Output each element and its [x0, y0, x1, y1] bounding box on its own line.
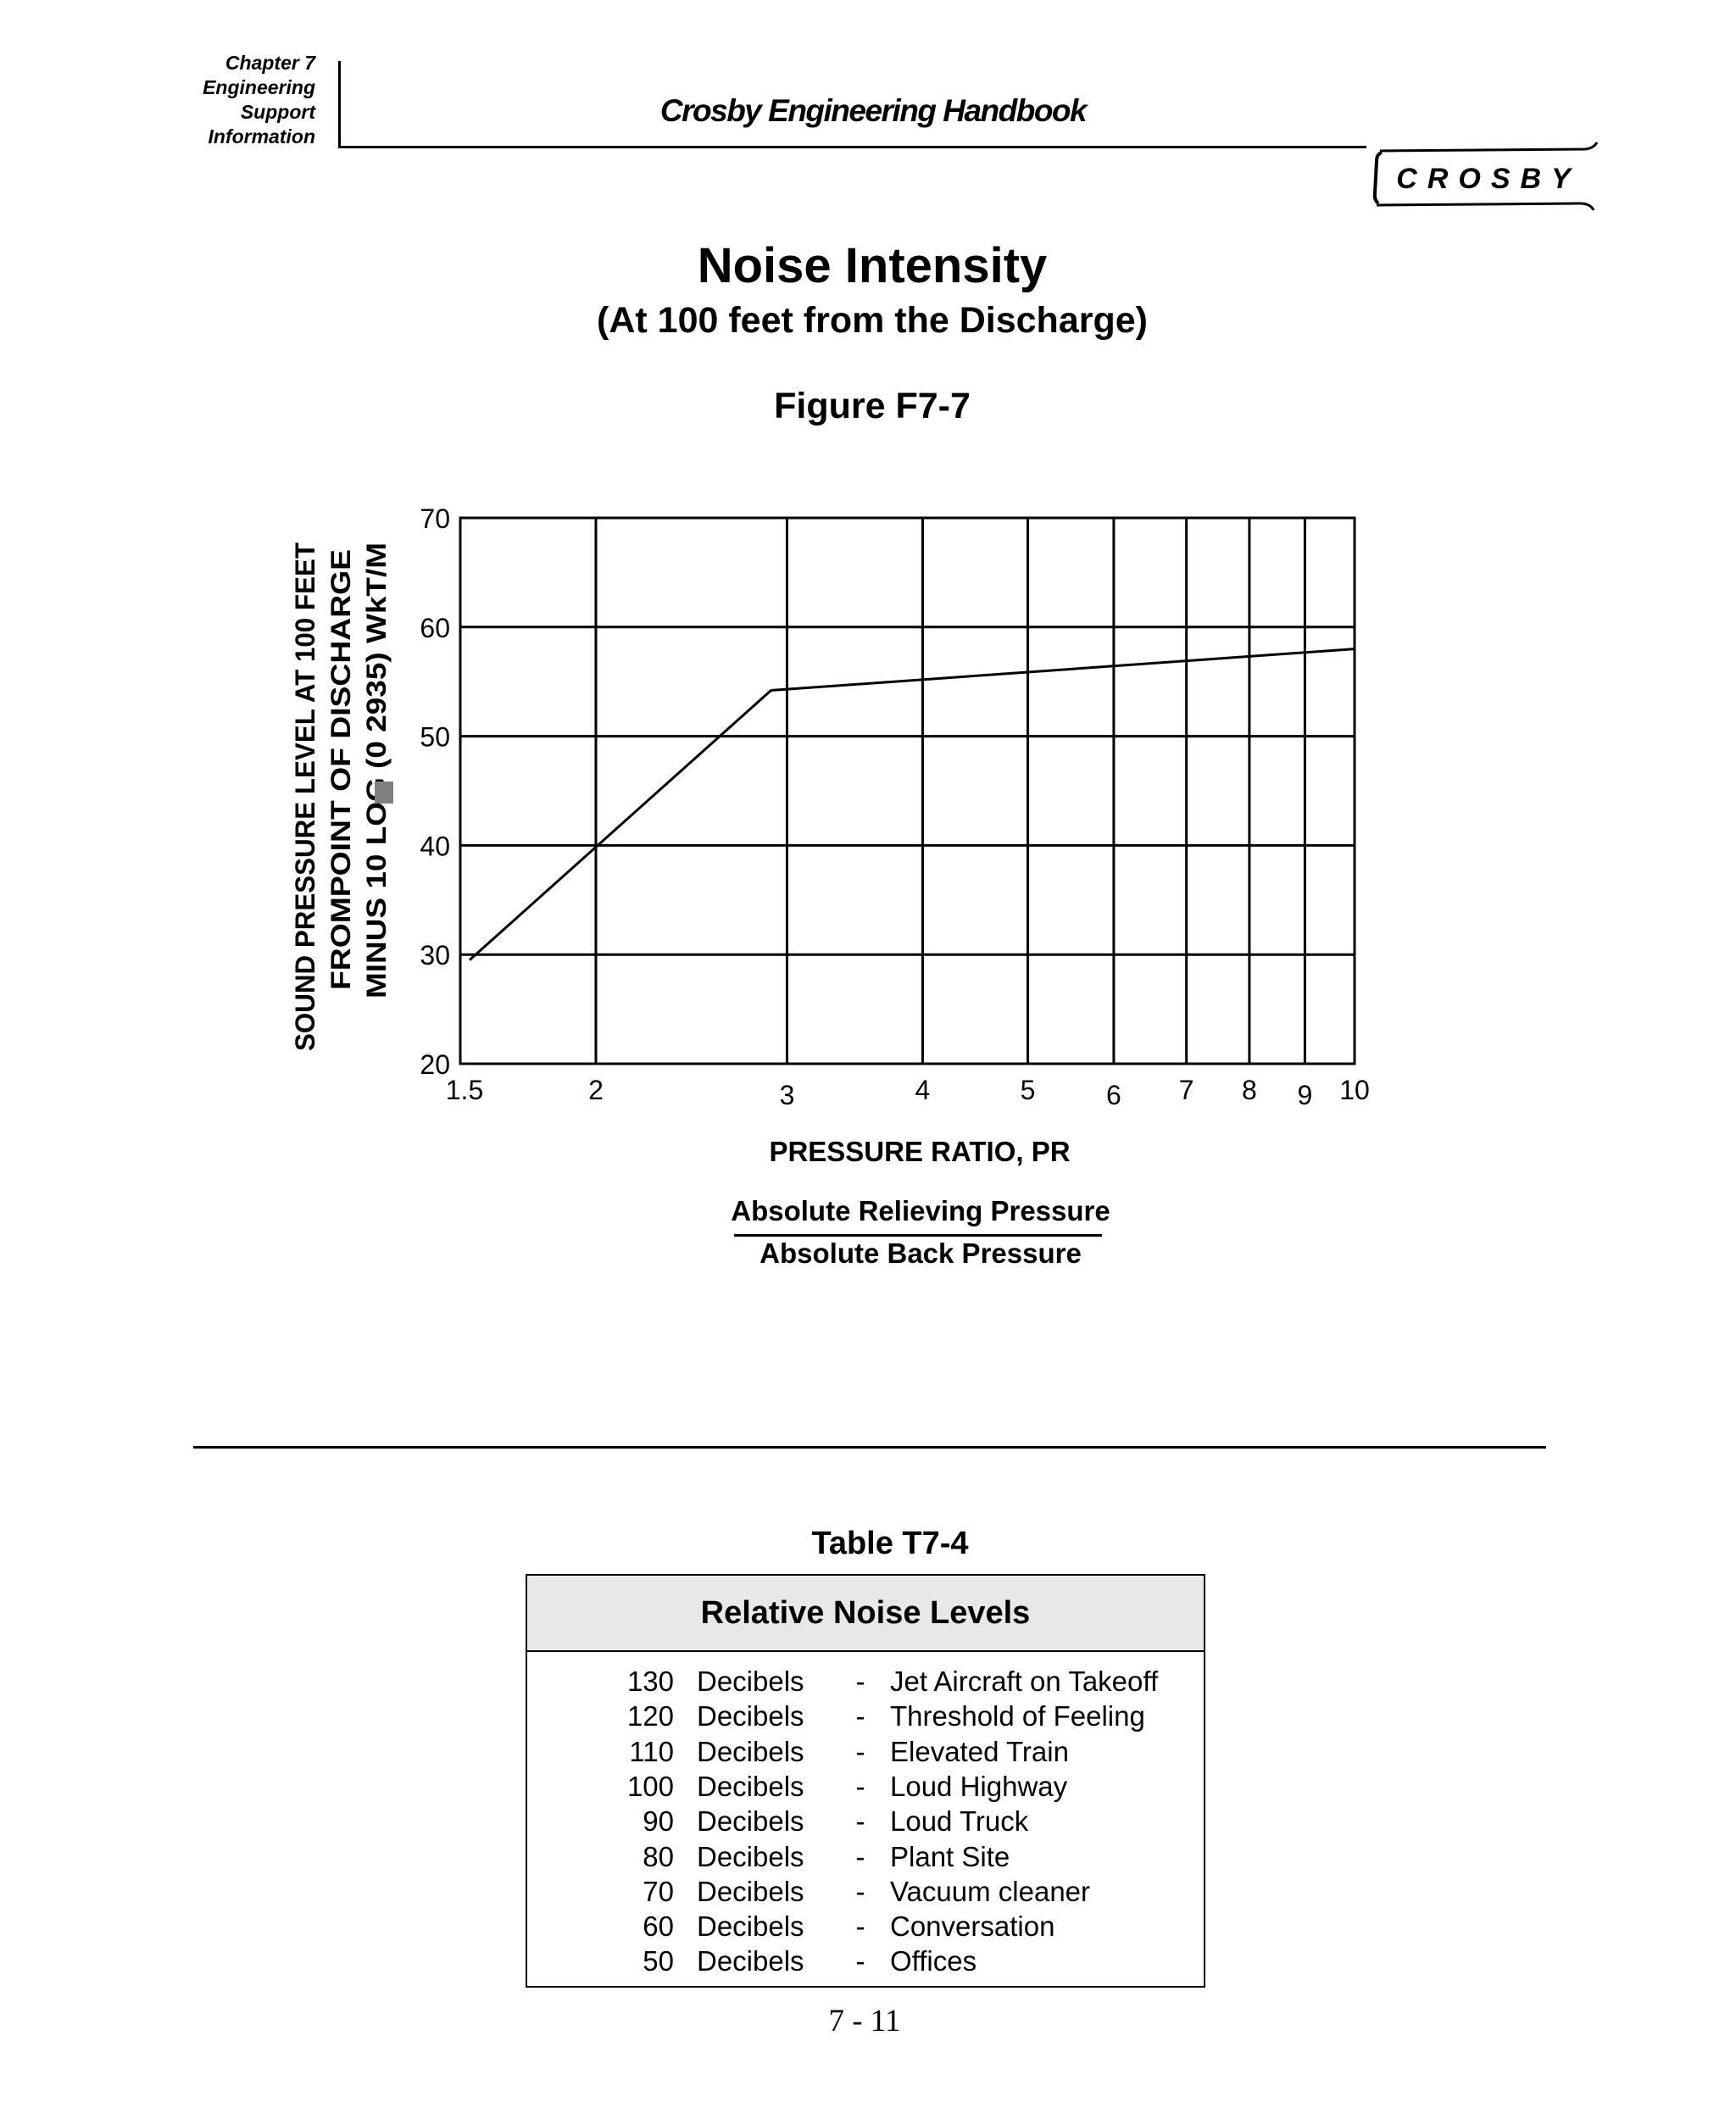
y-tick-label: 60	[420, 612, 450, 643]
x-tick-label: 10	[1339, 1075, 1370, 1105]
chapter-line: Support	[240, 101, 315, 123]
row-dash: -	[855, 1945, 865, 1977]
row-dash: -	[855, 1805, 865, 1838]
section-divider	[193, 1446, 1546, 1449]
y-tick-label: 30	[420, 940, 450, 971]
noise-value: 130	[626, 1666, 674, 1697]
noise-value: 120	[626, 1700, 674, 1732]
x-tick-label: 2	[588, 1075, 604, 1105]
table-row	[527, 1944, 1204, 1978]
noise-unit: Decibels	[697, 1735, 804, 1767]
row-dash: -	[855, 1735, 865, 1767]
y-tick-label: 40	[420, 831, 450, 862]
noise-source: Offices	[890, 1945, 977, 1977]
chart-frame	[460, 518, 1355, 1064]
y-axis-label	[284, 526, 394, 1051]
noise-unit: Decibels	[697, 1700, 804, 1732]
noise-unit: Decibels	[697, 1805, 804, 1838]
table-row	[527, 1699, 1204, 1733]
row-dash: -	[855, 1875, 865, 1907]
noise-unit: Decibels	[697, 1666, 804, 1697]
row-dash: -	[855, 1666, 865, 1697]
noise-source: Vacuum cleaner	[890, 1875, 1091, 1907]
y-axis-label-line: FROMPOINT OF DISCHARGE	[326, 611, 356, 990]
chapter-line: Chapter 7	[225, 52, 315, 74]
x-axis-fraction-denominator: Absolute Back Pressure	[760, 1237, 1082, 1269]
table-row	[527, 1804, 1204, 1838]
x-tick-label: 5	[1020, 1075, 1036, 1105]
x-tick-label: 3	[779, 1080, 795, 1110]
x-tick-label: 7	[1178, 1075, 1194, 1105]
table-row	[527, 1839, 1204, 1874]
table-title: Table T7-4	[811, 1526, 969, 1561]
noise-source: Threshold of Feeling	[890, 1700, 1145, 1732]
relative-noise-table	[526, 1574, 1205, 1988]
noise-value: 100	[626, 1770, 674, 1802]
figure-subtitle: (At 100 feet from the Discharge)	[597, 300, 1148, 341]
table-row	[527, 1874, 1204, 1909]
sound-pressure-line	[470, 649, 1355, 960]
fraction-bar	[734, 1234, 1102, 1237]
row-dash: -	[855, 1770, 865, 1802]
x-tick-label: 6	[1106, 1080, 1121, 1110]
noise-unit: Decibels	[697, 1875, 804, 1907]
noise-value: 110	[629, 1735, 674, 1767]
noise-source: Loud Truck	[890, 1805, 1029, 1838]
noise-unit: Decibels	[697, 1945, 804, 1977]
noise-value: 60	[643, 1910, 674, 1943]
y-axis-label-line	[361, 542, 392, 998]
x-axis-fraction-numerator: Absolute Relieving Pressure	[731, 1195, 1110, 1226]
noise-source: Conversation	[890, 1910, 1055, 1943]
figure-title: Noise Intensity	[697, 238, 1048, 293]
y-tick-label: 50	[420, 721, 450, 753]
chapter-line: Information	[208, 125, 315, 147]
table-row	[527, 1664, 1204, 1699]
x-tick-label: 8	[1242, 1075, 1257, 1105]
x-tick-label: 9	[1297, 1080, 1313, 1110]
noise-source: Elevated Train	[890, 1735, 1069, 1767]
chart-series	[470, 649, 1355, 960]
y-tick-labels	[420, 503, 450, 1080]
noise-value: 70	[643, 1875, 674, 1907]
noise-value: 80	[643, 1840, 674, 1872]
chart-grid	[460, 518, 1355, 1064]
noise-unit: Decibels	[697, 1770, 804, 1802]
y-tick-label: 20	[420, 1049, 450, 1080]
row-dash: -	[855, 1840, 865, 1872]
x-tick-label: 1.5	[445, 1075, 484, 1105]
noise-unit: Decibels	[697, 1910, 804, 1943]
x-axis-label: PRESSURE RATIO, PR	[769, 1136, 1071, 1167]
noise-source: Loud Highway	[890, 1770, 1068, 1802]
table-header: Relative Noise Levels	[527, 1576, 1204, 1652]
table-row	[527, 1769, 1204, 1804]
logo-text: CROSBY	[1396, 163, 1581, 195]
y-axis-label-line: SOUND PRESSURE LEVEL AT 100 FEET	[290, 531, 320, 1051]
page-number: 7 - 11	[828, 2004, 901, 2038]
row-dash: -	[855, 1910, 865, 1943]
x-tick-label: 4	[915, 1075, 931, 1105]
noise-source: Plant Site	[890, 1840, 1010, 1872]
x-tick-labels	[446, 1075, 1370, 1110]
table-row	[527, 1909, 1204, 1944]
subscript-marker	[375, 781, 393, 804]
y-tick-label: 70	[420, 503, 450, 534]
figure-label: Figure F7-7	[774, 386, 971, 426]
chapter-line: Engineering	[203, 76, 315, 98]
noise-unit: Decibels	[697, 1840, 804, 1872]
row-dash: -	[855, 1700, 865, 1732]
table-row	[527, 1734, 1204, 1769]
noise-value: 90	[643, 1805, 674, 1838]
noise-value: 50	[643, 1945, 674, 1977]
noise-source: Jet Aircraft on Takeoff	[890, 1666, 1159, 1697]
plot-border	[460, 518, 1355, 1064]
handbook-title: Crosby Engineering Handbook	[659, 93, 1087, 128]
